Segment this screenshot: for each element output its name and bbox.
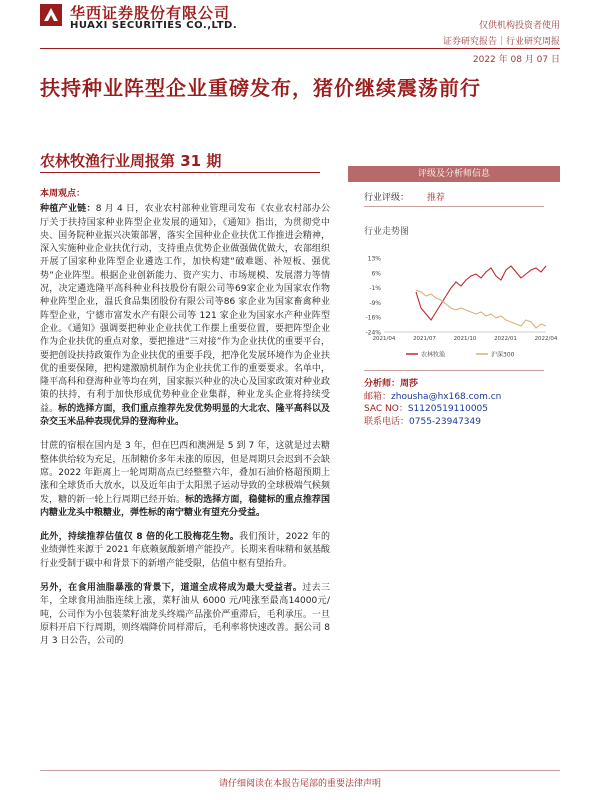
y-tick-label: 13% [367, 255, 381, 263]
y-tick-label: 6% [371, 270, 381, 278]
paragraph-highlight: 标的选择方面，稳健标的重点推荐国内糖业龙头中粮糖业，弹性标的南宁糖业有望充分受益。 [40, 494, 330, 518]
sidebar-divider [364, 370, 544, 371]
sidebar-divider [364, 206, 544, 207]
sidebar-header: 评级及分析师信息 [348, 166, 560, 182]
analyst-info [364, 378, 501, 428]
sac-number: S1120519110005 [407, 404, 488, 414]
phone-number: 0755-23947349 [409, 416, 481, 427]
paragraph-lead: 种植产业链： [40, 204, 96, 215]
report-body [40, 188, 330, 660]
paragraph-lead: 另外，在食用油脂暴涨的背景下，道道全成将成为最大受益者。 [40, 583, 303, 594]
series-line-2 [416, 290, 546, 328]
legend-label: 农林牧渔 [421, 351, 446, 359]
email-label: 邮箱： [364, 391, 392, 402]
paragraph-text: 过去三年，全球食用油脂连续上涨，菜籽油从 6000 元/吨涨至最高14000元/吨，公司作为小包装菜籽油龙头终端产品涨价严重滞后，毛利承压。一旦原料开启下行周期，则终端降价同样滞后，毛利率将快速改善。据公司 8 月 3 日公告，公司的 [40, 583, 330, 647]
paragraph-meihua [40, 531, 330, 571]
industry-trend-chart [356, 250, 558, 380]
rating-row [364, 190, 445, 203]
x-tick-label: 2021/04 [372, 336, 396, 342]
paragraph-sugar [40, 440, 330, 520]
y-tick-label: -24% [365, 329, 381, 337]
company-name-cn: 华西证券股份有限公司 [70, 4, 231, 22]
company-logo-icon [40, 4, 62, 26]
report-type: 证券研究报告｜行业研究周报 [442, 37, 560, 47]
paragraph-text: 甘蔗的宿根在国内是 3 年，但在巴西和澳洲是 5 到 7 年，这就是过去糖整体供给较为充足，压制糖价多年未涨的原因，但是周期只会迟到不会缺席。2022 年距离上一轮周期高点已经整整六年，叠加石油价格超预期上涨和全球货币大放水，以及近年由于太阳黑子运动导致的全球极端气候频发，糖的新一轮上行周期已经开始。 [40, 441, 330, 505]
legal-notice: 请仔细阅读在本报告尾部的重要法律声明 [218, 779, 381, 789]
analyst-label: 分析师： [364, 379, 401, 389]
y-tick-label: -1% [369, 285, 381, 293]
rating-value: 推荐 [427, 193, 446, 203]
audience-note: 仅供机构投资者使用 [478, 21, 560, 31]
x-tick-label: 2021/10 [453, 336, 477, 342]
header-divider [40, 48, 560, 49]
y-tick-label: -9% [369, 299, 381, 307]
subtitle-divider [40, 172, 320, 173]
paragraph-text: 8 月 4 日，农业农村部种业管理司发布《农业农村部办公厅关于扶持国家种业阵型企业发展的通知》，《通知》指出，为贯彻党中央、国务院种业振兴决策部署，落实全国种业企业扶优工作推进会精神，深入实施种业企业扶优行动，支持重点优势企业做强做优做大，农部组织开展了国家种业阵型企业遴选工作，加快构建“破难题、补短板、强优势”企业阵型。根据企业创新能力、资产实力、市场规模、发展潜力等情况，决定遴选隆平高科种业科技股份有限公司等69家企业为国家农作物种业阵型企业，温氏食品集团股份有限公司等86 家企业为国家畜禽种业阵型企业，宁德市富发水产有限公司等 121 家企业为国家水产种业阵型企业。《通知》强调要把种业企业扶优工作摆上重要位置，要把阵型企业作为企业扶优的重点对象，要把推进“三对接”作为企业扶优的重要平台，要把创设扶持政策作为企业扶优的重要手段，把净化发展环境作为企业扶优的重要保障，把构建激励机制作为企业扶优工作的重要要求。名单中，隆平高科和登海种业等均在列，国家振兴种业的决心及国家政策对种业政策的扶持，有利于加快形成优势种业企业集群，种业龙头企业将持续受益。 [40, 204, 330, 414]
x-tick-label: 2021/07 [413, 336, 436, 342]
paragraph-seed [40, 203, 330, 429]
trend-chart-label: 行业走势图 [364, 227, 410, 237]
footer-divider [40, 770, 560, 771]
y-tick-label: -16% [365, 314, 381, 322]
analyst-name: 周莎 [400, 379, 419, 389]
paragraph-text: 我们预计，2022 年的业绩弹性来源于 2021 年底赖氨酸新增产能投产。长期来看味精和氨基酸行业受制于碳中和背景下的新增产能受限，估值中枢有望抬升。 [40, 532, 331, 569]
report-date: 2022 年 08 月 07 日 [472, 55, 560, 65]
phone-label: 联系电话： [364, 416, 410, 427]
paragraph-highlight: 标的选择方面，我们重点推荐先发优势明显的大北农、隆平高科以及杂交玉米品种表现优异的登海种业。 [40, 403, 330, 428]
email-link[interactable]: zhousha@hx168.com.cn [391, 391, 502, 402]
report-subtitle: 农林牧渔行业周报第 31 期 [40, 152, 222, 170]
report-title: 扶持种业阵型企业重磅发布，猪价继续震荡前行 [40, 76, 481, 100]
section-heading: 本周观点： [40, 189, 86, 199]
x-tick-label: 2022/01 [494, 336, 517, 342]
x-tick-label: 2022/04 [534, 336, 558, 342]
rating-label: 行业评级： [364, 193, 410, 203]
paragraph-oil [40, 582, 330, 648]
sac-label: SAC NO： [364, 404, 408, 414]
company-name-en: HUAXI SECURITIES CO.,LTD. [70, 20, 238, 31]
paragraph-lead: 此外，持续推荐估值仅 8 倍的化工股梅花生物。 [40, 532, 240, 543]
legend-label: 沪深300 [491, 351, 515, 359]
